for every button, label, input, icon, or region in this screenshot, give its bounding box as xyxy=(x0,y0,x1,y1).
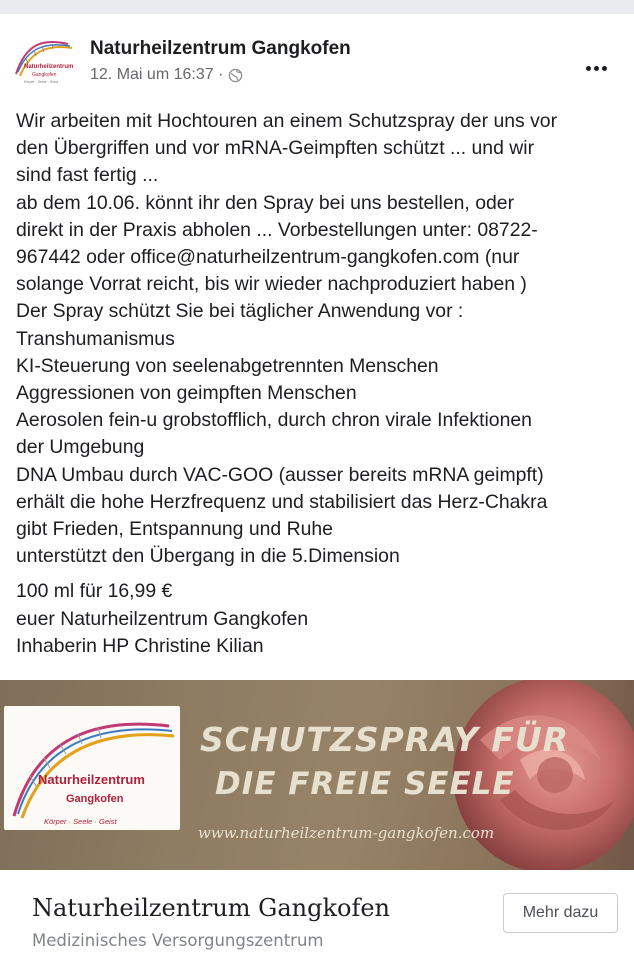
post-line: gibt Frieden, Entspannung und Ruhe xyxy=(16,518,333,541)
post-line: Transhumanismus xyxy=(16,327,175,350)
post-text xyxy=(16,108,626,660)
banner-logo-tagline: Körper · Seele · Geist xyxy=(44,817,117,826)
learn-more-button[interactable]: Mehr dazu xyxy=(503,893,618,933)
post-timestamp[interactable]: 12. Mai um 16:37 · xyxy=(90,66,224,83)
link-preview-footer[interactable] xyxy=(0,870,634,960)
banner-url: www.naturheilzentrum-gangkofen.com xyxy=(198,824,495,842)
avatar-logo-line2: Gangkofen xyxy=(32,72,57,78)
post-line: 967442 oder office@naturheilzentrum-gangkofen.com (nur xyxy=(16,246,520,269)
post-line: den Übergriffen und vor mRNA-Geimpften schützt ... und wir xyxy=(16,137,535,160)
post-meta xyxy=(90,66,243,84)
post-line: erhält die hohe Herzfrequenz und stabilisiert das Herz-Chakra xyxy=(16,490,548,513)
link-preview-image[interactable] xyxy=(0,680,634,870)
price-line: 100 ml für 16,99 € xyxy=(16,580,173,603)
post-line: ab dem 10.06. könnt ihr den Spray bei uns bestellen, oder xyxy=(16,191,515,214)
post-line: DNA Umbau durch VAC-GOO (ausser bereits mRNA geimpft) xyxy=(16,463,544,486)
footer-page-name[interactable]: Naturheilzentrum Gangkofen xyxy=(32,894,390,922)
more-options-icon[interactable] xyxy=(586,58,616,74)
post-line: Aerosolen fein-u grobstofflich, durch chron virale Infektionen xyxy=(16,409,532,432)
dna-helix-icon xyxy=(12,34,78,84)
banner-logo-card xyxy=(4,706,180,830)
banner-logo-line1: Naturheilzentrum xyxy=(38,772,145,787)
banner-logo-line2: Gangkofen xyxy=(66,793,124,805)
post-line: KI-Steuerung von seelenabgetrennten Menschen xyxy=(16,354,439,377)
avatar-logo-line3: Körper · Seele · Geist xyxy=(24,80,58,84)
avatar-logo-line1: Naturheilzentrum xyxy=(24,64,74,70)
post-line: sind fast fertig ... xyxy=(16,164,159,187)
globe-icon xyxy=(228,68,243,83)
feed-top-strip xyxy=(0,0,634,14)
page-avatar[interactable] xyxy=(12,34,78,84)
post-header xyxy=(0,14,634,94)
post-line: unterstützt den Übergang in die 5.Dimension xyxy=(16,545,400,568)
owner-line: Inhaberin HP Christine Kilian xyxy=(16,634,264,657)
footer-category: Medizinisches Versorgungszentrum xyxy=(32,931,324,950)
page-name-link[interactable]: Naturheilzentrum Gangkofen xyxy=(90,38,351,59)
post-line: Aggressionen von geimpften Menschen xyxy=(16,382,357,405)
signature-line: euer Naturheilzentrum Gangkofen xyxy=(16,607,309,630)
post-line: Der Spray schützt Sie bei täglicher Anwendung vor : xyxy=(16,300,464,323)
post-line: Wir arbeiten mit Hochtouren an einem Schutzspray der uns vor xyxy=(16,110,558,132)
banner-title-line1: SCHUTZSPRAY FÜR xyxy=(200,720,570,759)
post-line: der Umgebung xyxy=(16,436,145,459)
dna-helix-icon xyxy=(4,706,180,830)
banner-title-line2: DIE FREIE SEELE xyxy=(215,766,515,802)
post-line: direkt in der Praxis abholen ... Vorbestellungen unter: 08722- xyxy=(16,218,538,241)
post-line: solange Vorrat reicht, bis wir wieder nachproduziert haben ) xyxy=(16,273,527,296)
